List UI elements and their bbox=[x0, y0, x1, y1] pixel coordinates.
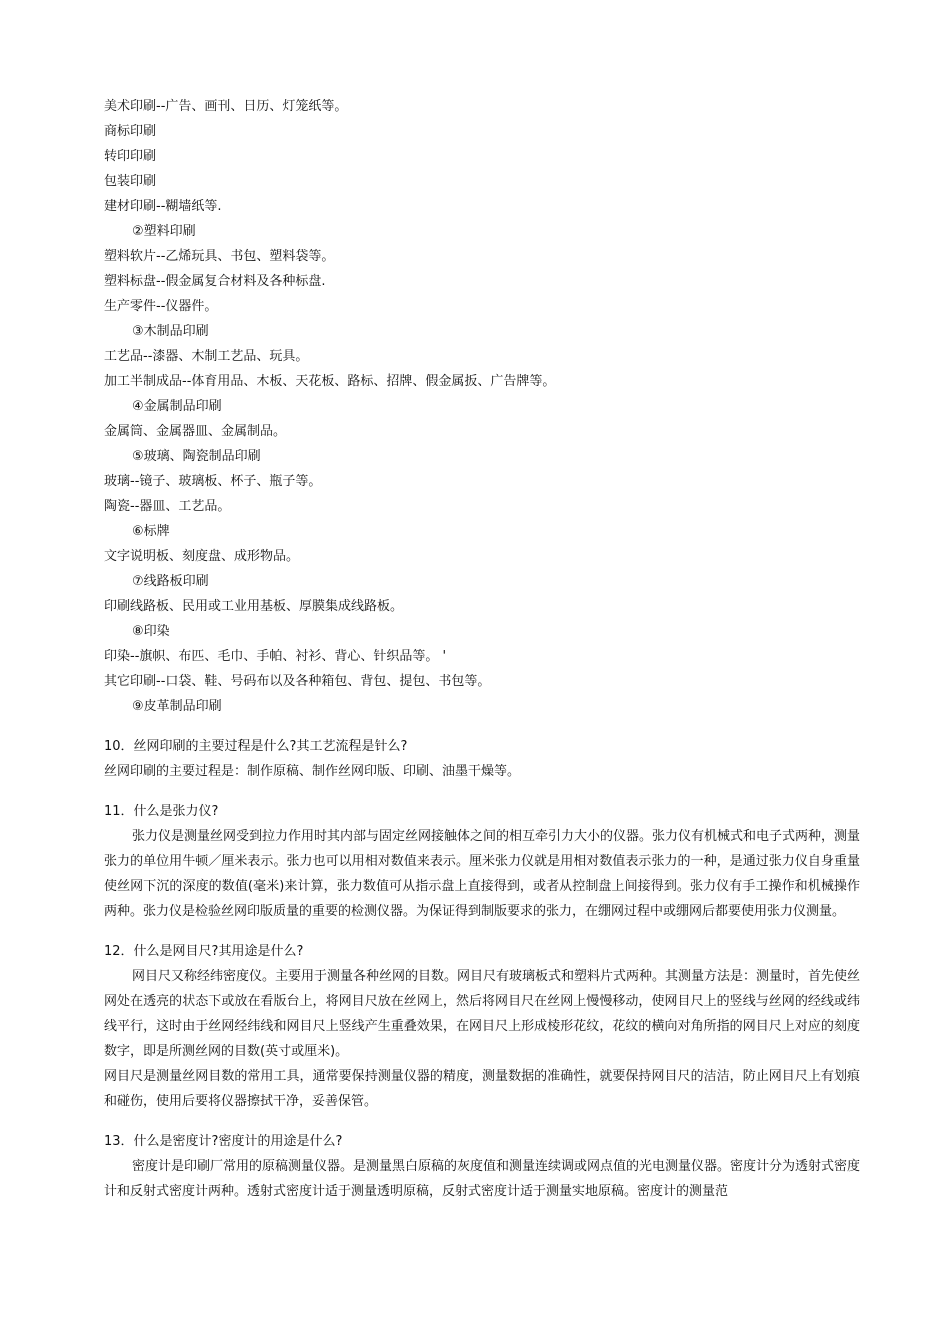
question-13-section bbox=[104, 1129, 860, 1204]
question-12-section bbox=[104, 939, 860, 1114]
category-heading: ⑤玻璃、陶瓷制品印刷 bbox=[132, 449, 261, 464]
question-11-answer: 张力仪是测量丝网受到拉力作用时其内部与固定丝网接触体之间的相互牵引力大小的仪器。张力仪有机械式和电子式两种，测量张力的单位用牛顿／厘米表示。张力也可以用相对数值来表示。厘米张力仪就是用相对数值表示张力的一种，是通过张力仪自身重量使丝网下沉的深度的数值(毫米)来计算，张力数值可从指示盘上直接得到，或者从控制盘上间接得到。张力仪有手工操作和机械操作两种。张力仪是检验丝网印版质量的重要的检测仪器。为保证得到制版要求的张力，在绷网过程中或绷网后都要使用张力仪测量。 bbox=[104, 829, 861, 919]
question-12-heading: 12．什么是网目尺?其用途是什么? bbox=[104, 944, 304, 959]
category-heading: ⑨皮革制品印刷 bbox=[132, 699, 222, 714]
category-heading: ⑥标牌 bbox=[132, 524, 170, 539]
question-10-heading: 10．丝网印刷的主要过程是什么?其工艺流程是针么? bbox=[104, 739, 408, 754]
category-item: 玻璃--镜子、玻璃板、杯子、瓶子等。 bbox=[104, 474, 322, 489]
category-item: 金属筒、金属器皿、金属制品。 bbox=[104, 424, 287, 439]
category-item: 其它印刷--口袋、鞋、号码布以及各种箱包、背包、提包、书包等。 bbox=[104, 674, 491, 689]
category-heading: ⑧印染 bbox=[132, 624, 170, 639]
category-item: 印染--旗帜、布匹、毛巾、手帕、衬衫、背心、针织品等。 ' bbox=[104, 649, 447, 664]
category-item: 生产零件--仪器件。 bbox=[104, 299, 218, 314]
category-item: 转印印刷 bbox=[104, 149, 157, 164]
question-11-section bbox=[104, 799, 860, 924]
category-item: 文字说明板、刻度盘、成形物品。 bbox=[104, 549, 300, 564]
question-13-answer: 密度计是印刷厂常用的原稿测量仪器。是测量黑白原稿的灰度值和测量连续调或网点值的光电测量仪器。密度计分为透射式密度计和反射式密度计两种。透射式密度计适于测量透明原稿，反射式密度计适于测量实地原稿。密度计的测量范 bbox=[104, 1159, 861, 1199]
category-item: 美术印刷--广告、画刊、日历、灯笼纸等。 bbox=[104, 99, 348, 114]
category-item: 陶瓷--器皿、工艺品。 bbox=[104, 499, 231, 514]
category-heading: ②塑料印刷 bbox=[132, 224, 196, 239]
category-heading: ③木制品印刷 bbox=[132, 324, 209, 339]
printing-category-list bbox=[104, 94, 860, 719]
category-heading: ⑦线路板印刷 bbox=[132, 574, 209, 589]
category-heading: ④金属制品印刷 bbox=[132, 399, 222, 414]
question-12-answer-paragraph-1: 网目尺又称经纬密度仪。主要用于测量各种丝网的目数。网目尺有玻璃板式和塑料片式两种。其测量方法是：测量时，首先使丝网处在透亮的状态下或放在看版台上，将网目尺放在丝网上，然后将网目尺在丝网上慢慢移动，使网目尺上的竖线与丝网的经线或纬线平行，这时由于丝网经纬线和网目尺上竖线产生重叠效果，在网目尺上形成棱形花纹，花纹的横向对角所指的网目尺上对应的刻度数字，即是所测丝网的目数(英寸或厘米)。 bbox=[104, 969, 861, 1059]
category-item: 商标印刷 bbox=[104, 124, 157, 139]
question-13-heading: 13．什么是密度计?密度计的用途是什么? bbox=[104, 1134, 343, 1149]
category-item: 加工半制成品--体育用品、木板、天花板、路标、招牌、假金属扳、广告牌等。 bbox=[104, 374, 556, 389]
category-item: 工艺品--漆器、木制工艺品、玩具。 bbox=[104, 349, 309, 364]
category-item: 塑料软片--乙烯玩具、书包、塑料袋等。 bbox=[104, 249, 335, 264]
question-12-answer-paragraph-2: 网目尺是测量丝网目数的常用工具，通常要保持测量仪器的精度，测量数据的准确性，就要保持网目尺的洁洁，防止网目尺上有划痕和碰伤，使用后要将仪器擦拭干净，妥善保管。 bbox=[104, 1069, 860, 1109]
category-item: 包装印刷 bbox=[104, 174, 157, 189]
category-item: 印刷线路板、民用或工业用基板、厚膜集成线路板。 bbox=[104, 599, 404, 614]
question-10-section bbox=[104, 734, 860, 784]
document-page bbox=[104, 94, 860, 1204]
question-11-heading: 11．什么是张力仪? bbox=[104, 804, 219, 819]
question-10-answer: 丝网印刷的主要过程是：制作原稿、制作丝网印版、印刷、油墨干燥等。 bbox=[104, 764, 521, 779]
category-item: 塑料标盘--假金属复合材料及各种标盘. bbox=[104, 274, 326, 289]
category-item: 建材印刷--糊墙纸等. bbox=[104, 199, 222, 214]
